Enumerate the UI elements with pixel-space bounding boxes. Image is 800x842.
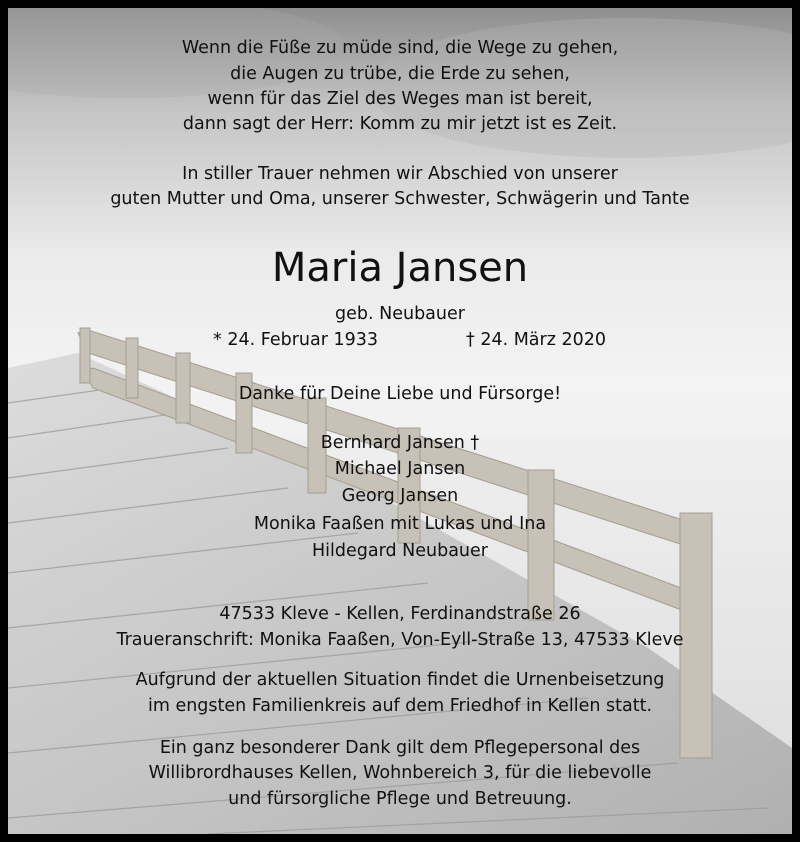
birth-date: * 24. Februar 1933 xyxy=(213,330,378,350)
poem-line: die Augen zu trübe, die Erde zu sehen, xyxy=(230,64,570,84)
address-line: 47533 Kleve - Kellen, Ferdinandstraße 26 xyxy=(219,604,581,624)
gratitude-line: und fürsorgliche Pflege und Betreuung. xyxy=(228,789,572,809)
mourner-name: Georg Jansen xyxy=(341,486,459,506)
birth-name: geb. Neubauer xyxy=(335,304,465,324)
gratitude-line: Willibrordhauses Kellen, Wohnbereich 3, für die liebevolle xyxy=(148,763,652,783)
mourner-name: Michael Jansen xyxy=(334,459,466,479)
mourning-address-line: Traueranschrift: Monika Faaßen, Von-Eyll-Straße 13, 47533 Kleve xyxy=(116,630,684,650)
thanks-line: Danke für Deine Liebe und Fürsorge! xyxy=(238,384,562,404)
intro-line: guten Mutter und Oma, unserer Schwester, Schwägerin und Tante xyxy=(110,189,690,209)
poem-line: wenn für das Ziel des Weges man ist bereit, xyxy=(207,89,593,109)
deceased-name: Maria Jansen xyxy=(271,245,529,291)
burial-note-line: Aufgrund der aktuellen Situation findet die Urnenbeisetzung xyxy=(135,670,665,690)
mourner-name: Hildegard Neubauer xyxy=(312,541,488,561)
intro-line: In stiller Trauer nehmen wir Abschied von unserer xyxy=(182,164,618,184)
poem-line: dann sagt der Herr: Komm zu mir jetzt ist es Zeit. xyxy=(182,114,618,134)
burial-note-line: im engsten Familienkreis auf dem Friedhof in Kellen statt. xyxy=(147,696,653,716)
obituary-text xyxy=(8,8,792,834)
obituary-panel xyxy=(8,8,792,834)
gratitude-line: Ein ganz besonderer Dank gilt dem Pflegepersonal des xyxy=(159,738,641,758)
mourner-name: Monika Faaßen mit Lukas und Ina xyxy=(253,514,547,534)
poem-line: Wenn die Füße zu müde sind, die Wege zu gehen, xyxy=(181,38,619,58)
death-date: † 24. März 2020 xyxy=(466,330,607,350)
mourner-name: Bernhard Jansen † xyxy=(320,433,480,453)
